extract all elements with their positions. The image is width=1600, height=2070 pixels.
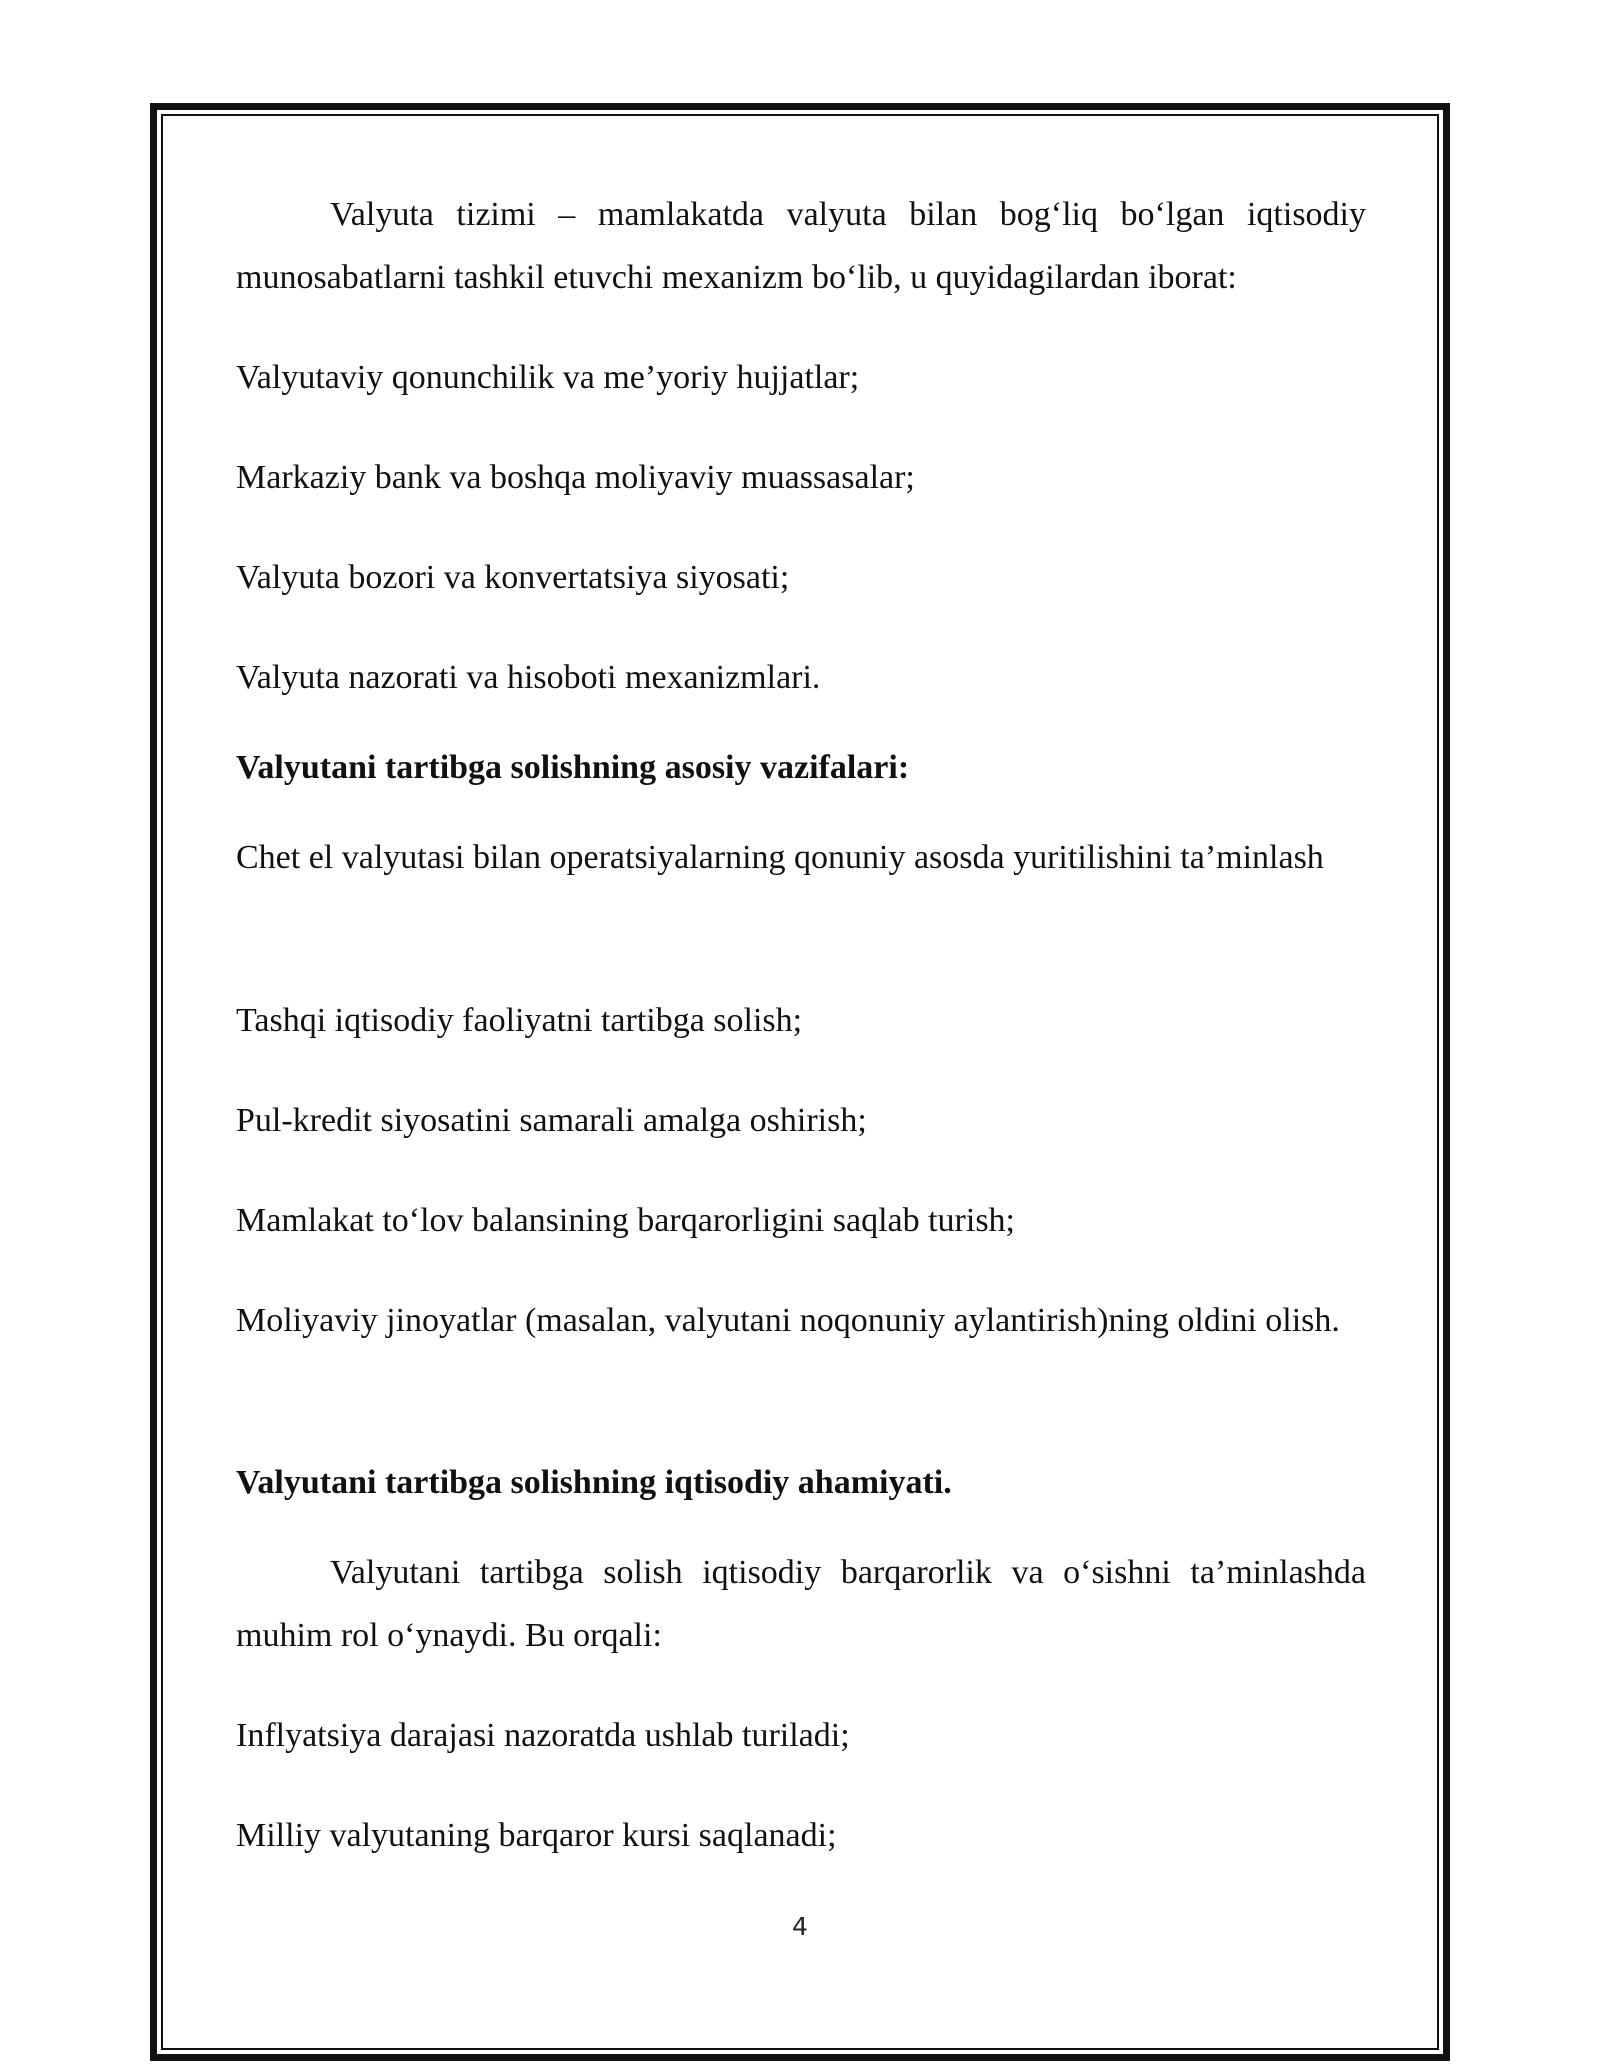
page-number: 4 bbox=[792, 1912, 808, 1941]
list-item: Mamlakat to‘lov balansining barqarorligini saqlab turish; bbox=[236, 1202, 1015, 1239]
list-item: Inflyatsiya darajasi nazoratda ushlab turiladi; bbox=[236, 1717, 850, 1754]
list-item: Chet el valyutasi bilan operatsiyalarning qonuniy asosda yuritilishini ta’minlash bbox=[236, 839, 1324, 876]
section-heading: Valyutani tartibga solishning asosiy vazifalari: bbox=[236, 749, 910, 786]
list-item: Valyuta nazorati va hisoboti mexanizmlari. bbox=[236, 659, 821, 696]
list-item: Tashqi iqtisodiy faoliyatni tartibga solish; bbox=[236, 1002, 803, 1039]
body-paragraph: Valyutani tartibga solish iqtisodiy barqarorlik va o‘sishni ta’minlashda muhim rol o‘ynaydi. Bu orqali: bbox=[236, 1554, 1366, 1654]
list-item: Moliyaviy jinoyatlar (masalan, valyutani noqonuniy aylantirish)ning oldini olish. bbox=[236, 1302, 1340, 1339]
section-heading: Valyutani tartibga solishning iqtisodiy ahamiyati. bbox=[236, 1464, 952, 1501]
intro-paragraph: Valyuta tizimi – mamlakatda valyuta bilan bog‘liq bo‘lgan iqtisodiy munosabatlarni tashkil etuvchi mexanizm bo‘lib, u quyidagilardan iborat: bbox=[236, 196, 1366, 296]
list-item: Milliy valyutaning barqaror kursi saqlanadi; bbox=[236, 1817, 837, 1854]
list-item: Valyutaviy qonunchilik va me’yoriy hujjatlar; bbox=[236, 359, 860, 396]
list-item: Valyuta bozori va konvertatsiya siyosati; bbox=[236, 559, 790, 596]
list-item: Pul-kredit siyosatini samarali amalga oshirish; bbox=[236, 1102, 867, 1139]
list-item: Markaziy bank va boshqa moliyaviy muassasalar; bbox=[236, 459, 915, 496]
